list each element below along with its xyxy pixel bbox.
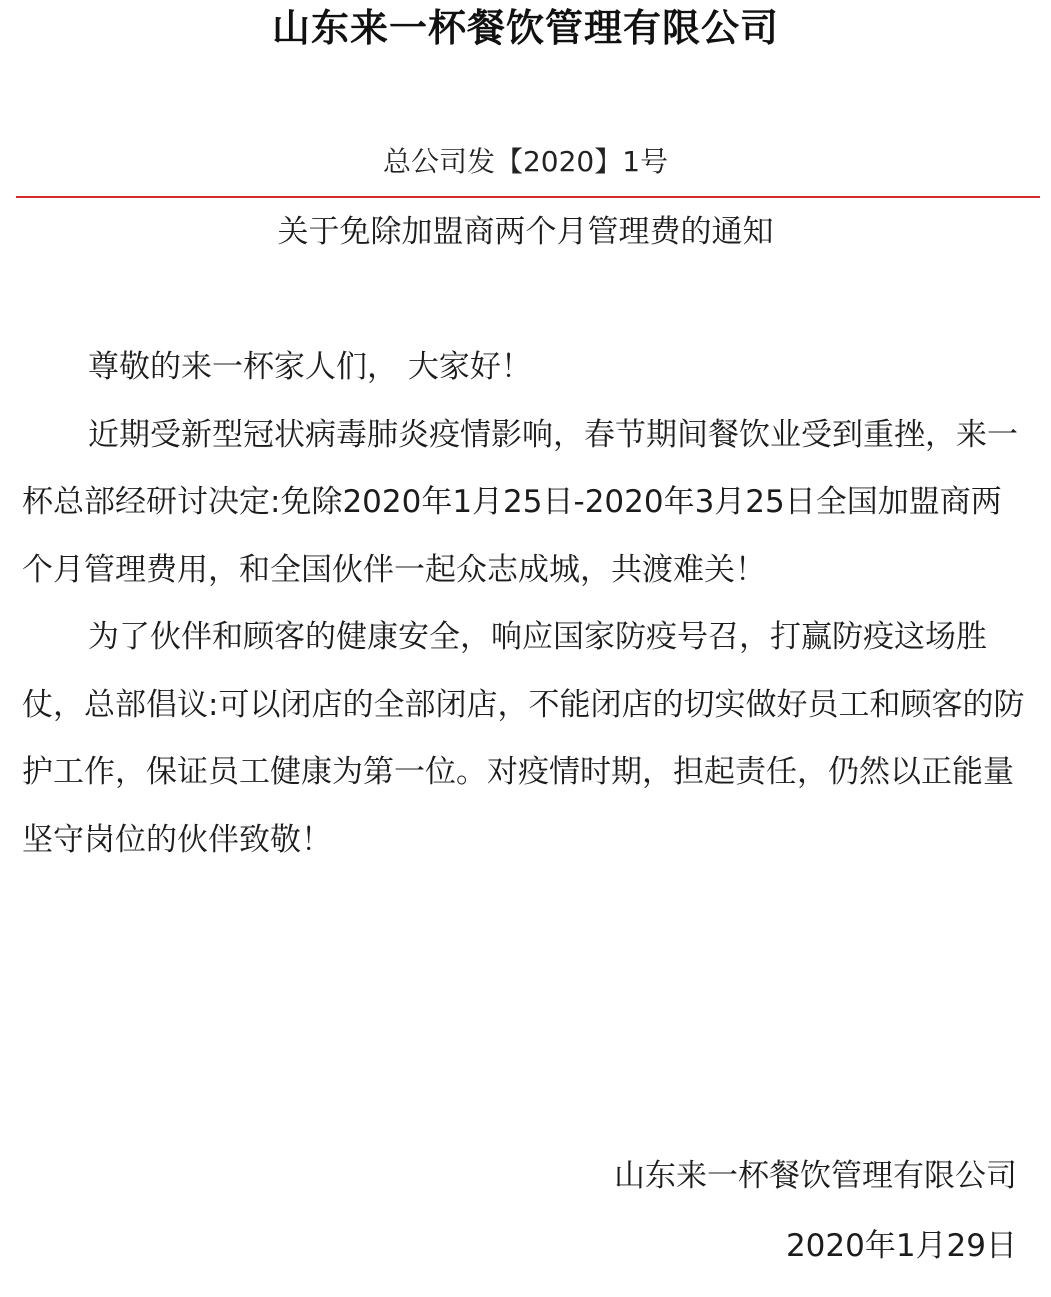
signature-date: 2020年1月29日 [785, 1228, 1017, 1264]
body-paragraph-2: 为了伙伴和顾客的健康安全，响应国家防疫号召，打赢防疫这场胜仗，总部倡议:可以闭店的全部闭店，不能闭店的切实做好员工和顾客的防护工作，保证员工健康为第一位。对疫情时期，担起责任，仍然以正能量坚守岗位的伙伴致敬！ [22, 619, 1025, 858]
signature-company: 山东来一杯餐饮管理有限公司 [614, 1158, 1017, 1194]
document-number: 总公司发【2020】1号 [382, 145, 669, 178]
notice-title: 关于免除加盟商两个月管理费的通知 [277, 214, 774, 250]
red-divider-line [16, 196, 1040, 198]
notice-body [22, 334, 1026, 874]
body-paragraph-1: 近期受新型冠状病毒肺炎疫情影响，春节期间餐饮业受到重挫，来一杯总部经研讨决定:免除2020年1月25日-2020年3月25日全国加盟商两个月管理费用，和全国伙伴一起众志成城，共渡难关！ [22, 416, 1018, 588]
greeting-paragraph: 尊敬的来一杯家人们， 大家好！ [88, 349, 532, 385]
company-title: 山东来一杯餐饮管理有限公司 [271, 6, 779, 50]
